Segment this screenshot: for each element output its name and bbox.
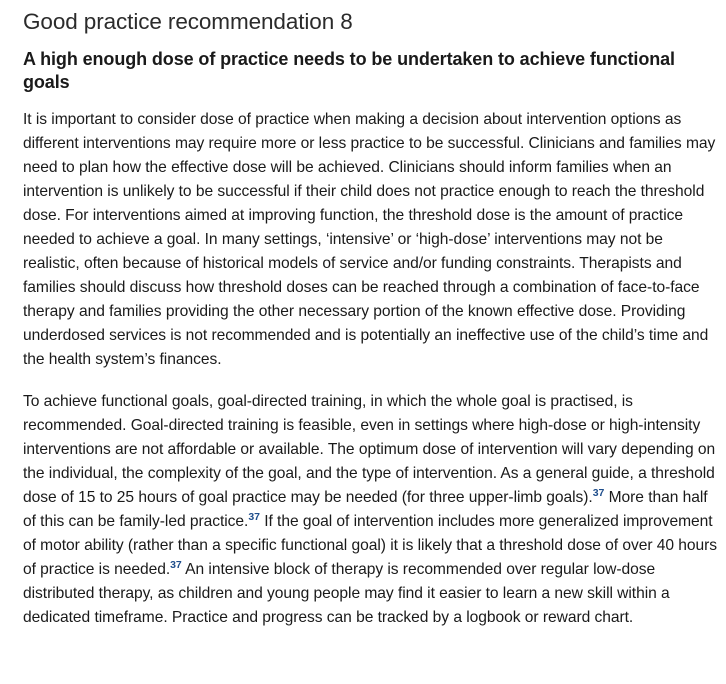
recommendation-subtitle: A high enough dose of practice needs to be undertaken to achieve functional goals (23, 49, 675, 92)
recommendation-title: Good practice recommendation 8 (23, 9, 353, 34)
paragraph-2-text-2: More than half of this can be family-led practice. (23, 489, 708, 530)
body-paragraph-1: It is important to consider dose of practice when making a decision about intervention options as different interventions may require more or less practice to be successful. Clinicians and families may need to plan how the effective dose will be achieved. Clinicians should inform families when an intervention is unlikely to be successful if their child does not practice enough to reach the threshold dose. For interventions aimed at improving function, the threshold dose is the amount of practice needed to achieve a goal. In many settings, ‘intensive’ or ‘high-dose’ interventions may not be realistic, often because of historical models of service and/or funding constraints. Therapists and families should discuss how threshold doses can be reached through a combination of face-to-face therapy and families providing the other necessary portion of the known effective dose. Providing underdosed services is not recommended and is potentially an ineffective use of the child’s time and the health system’s finances. (23, 111, 716, 368)
body-paragraph-2 (23, 390, 718, 630)
reference-link-37[interactable]: 37 (592, 487, 605, 499)
recommendation-section (23, 0, 718, 630)
paragraph-2-text-1: To achieve functional goals, goal-directed training, in which the whole goal is practised, is recommended. Goal-directed training is feasible, even in settings where high-dose or high-intensity interventions are not affordable or available. The optimum dose of intervention will vary depending on the individual, the complexity of the goal, and the type of intervention. As a general guide, a threshold dose of 15 to 25 hours of goal practice may be needed (for three upper-limb goals). (23, 393, 716, 506)
reference-link-37[interactable]: 37 (248, 511, 260, 523)
reference-link-37[interactable]: 37 (170, 559, 182, 571)
paragraph-2-text-4: An intensive block of therapy is recommended over regular low-dose distributed therapy, as children and young people may find it easier to learn a new skill within a dedicated timeframe. Practice and progress can be tracked by a logbook or reward chart. (23, 561, 670, 626)
paragraph-2-text-3: If the goal of intervention includes more generalized improvement of motor ability (rather than a specific functional goal) it is likely that a threshold dose of over 40 hours of practice is needed. (23, 513, 718, 578)
